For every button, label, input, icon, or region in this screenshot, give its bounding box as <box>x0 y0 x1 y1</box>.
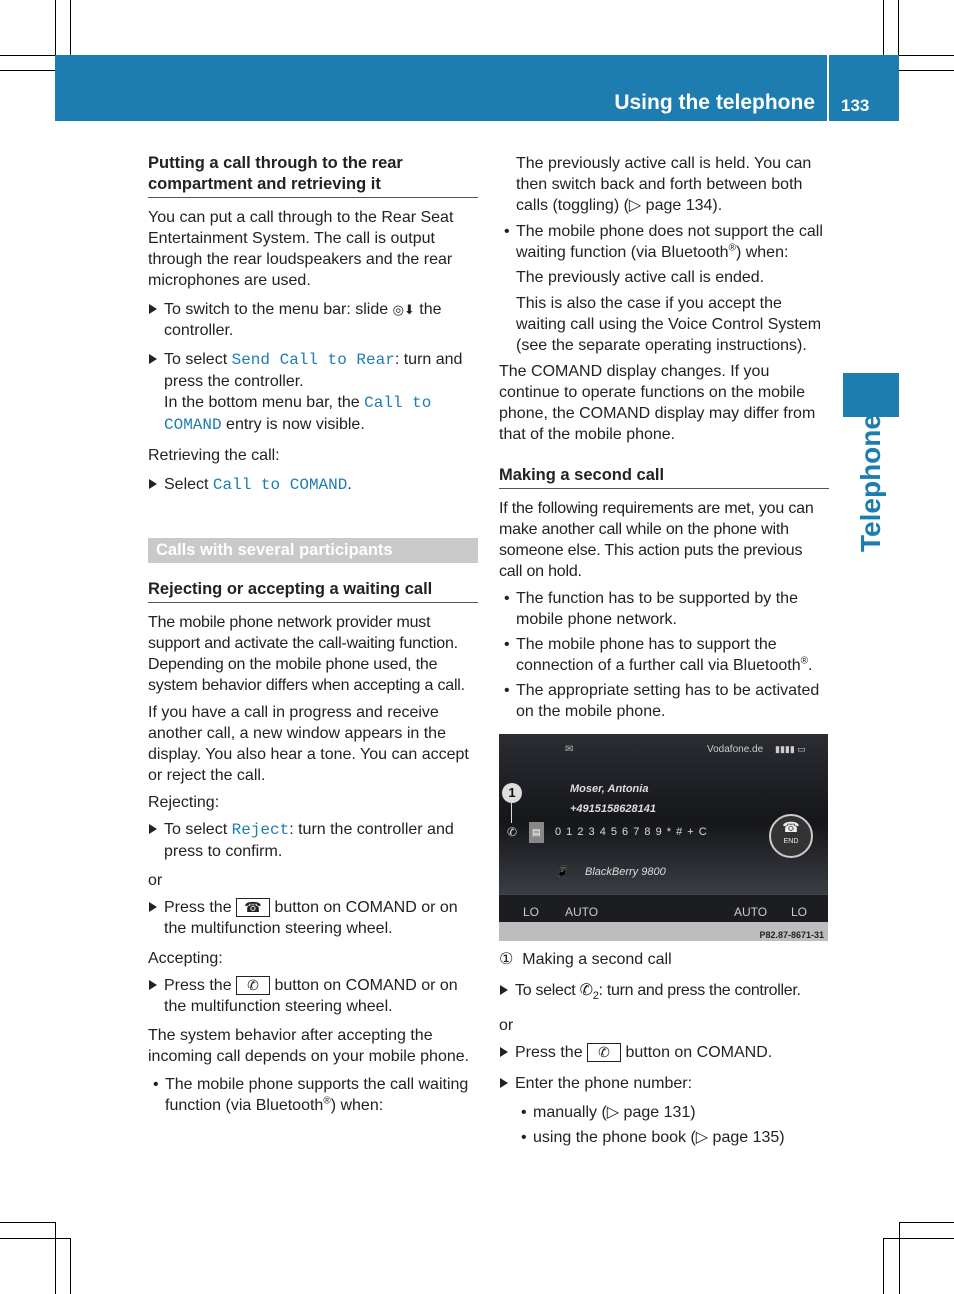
controller-slide-icon: ◎⬇ <box>392 302 415 317</box>
left-column <box>148 153 478 1120</box>
paragraph: or <box>499 1017 514 1035</box>
phone-number: +4915158628141 <box>570 803 656 815</box>
instruction-step <box>148 474 478 496</box>
crop-mark <box>0 55 55 56</box>
instruction-step <box>148 819 478 862</box>
header-title: Using the telephone <box>614 91 815 114</box>
paragraph: You can put a call through to the Rear Seat Entertainment System. The call is output through the rear loudspeakers and the rear microphones are used. <box>148 209 454 289</box>
bullet-text: The mobile phone supports the call waiting function (via Bluetooth <box>165 1076 469 1114</box>
accept-call-button-icon: ✆ <box>236 976 270 995</box>
message-icon: ✉ <box>565 744 574 755</box>
crop-mark <box>898 0 899 55</box>
step-text: button on COMAND. <box>621 1044 773 1062</box>
comand-display-image <box>499 734 828 941</box>
instruction-step <box>148 299 478 341</box>
step-text: : turn and press the controller. <box>598 982 801 999</box>
crop-mark <box>0 70 55 71</box>
side-tab-label: Telephone <box>855 414 886 552</box>
paragraph: If the following requirements are met, you can make another call while on the phone with someone else. This action puts the previous call on hold. <box>499 500 814 580</box>
step-text: Press the <box>164 899 237 916</box>
device-name: BlackBerry 9800 <box>585 866 666 878</box>
instruction-step <box>499 1042 829 1063</box>
page-number: 133 <box>841 96 870 115</box>
keypad-row[interactable]: 0 1 2 3 4 5 6 7 8 9 * # + C <box>555 826 708 838</box>
paragraph: or <box>148 872 163 889</box>
step-text: To select <box>164 821 232 838</box>
contact-name: Moser, Antonia <box>570 783 649 795</box>
climate-bar <box>499 894 828 923</box>
paragraph: The system behavior after accepting the incoming call depends on your mobile phone. <box>148 1027 470 1065</box>
end-call-button[interactable] <box>769 814 813 858</box>
bullet-item <box>499 221 829 263</box>
bullet-text: . <box>808 657 813 674</box>
end-call-button-icon: ☎ <box>236 898 270 917</box>
menu-item-call-to-comand: Call to COMAND <box>212 476 348 494</box>
second-call-icon[interactable]: ✆ <box>507 825 518 839</box>
crop-mark <box>899 55 954 56</box>
bullet-item <box>499 634 829 676</box>
second-call-icon: ✆ <box>579 982 593 999</box>
menu-item-send-call-to-rear: Send Call to Rear <box>231 351 395 369</box>
crop-mark <box>899 1222 900 1294</box>
end-call-icon: ☎ <box>782 819 800 835</box>
step-text: the controller. <box>164 301 442 339</box>
step-text: : turn the controller and press to confirm. <box>164 821 454 860</box>
step-text: Press the <box>515 1044 588 1062</box>
sub-bullet-item: • manually (▷ page 131) <box>499 1102 829 1123</box>
crop-mark <box>0 1238 70 1239</box>
registered-mark: ® <box>800 655 808 667</box>
subscript: 2 <box>592 990 599 1003</box>
paragraph: Retrieving the call: <box>148 447 280 464</box>
bullet-text: ) when: <box>735 244 789 261</box>
paragraph: Rejecting: <box>148 794 220 811</box>
instruction-step <box>148 349 478 436</box>
crop-mark <box>883 1238 884 1294</box>
step-text: Press the <box>164 977 237 994</box>
climate-item[interactable]: LO <box>523 905 540 919</box>
section-heading: Rejecting or accepting a waiting call <box>148 579 478 603</box>
right-column <box>499 153 829 1152</box>
climate-item[interactable]: AUTO <box>565 905 599 919</box>
registered-mark: ® <box>728 242 736 254</box>
step-text: Select <box>164 476 213 493</box>
crop-mark <box>55 1222 56 1294</box>
paragraph: The previously active call is ended. <box>516 269 765 286</box>
crop-mark <box>883 1238 954 1239</box>
callout-line <box>511 803 512 823</box>
figure-caption <box>499 949 829 970</box>
paragraph: Accepting: <box>148 950 223 967</box>
instruction-step: Enter the phone number: <box>499 1073 829 1094</box>
step-text: button on COMAND or on the multifunction steering wheel. <box>164 899 458 937</box>
crop-mark <box>55 0 56 55</box>
menu-item-call-to-comand: Call to COMAND <box>164 394 432 434</box>
accept-call-button-icon: ✆ <box>587 1043 621 1062</box>
crop-mark <box>899 70 954 71</box>
section-heading: Making a second call <box>499 465 829 489</box>
signal-icon: ▮▮▮▮ ▭ <box>775 744 806 754</box>
step-text: entry is now visible. <box>221 416 365 433</box>
bullet-text: The mobile phone does not support the call waiting function (via Bluetooth <box>516 223 823 261</box>
image-reference: P82.87-8671-31 <box>759 930 824 940</box>
instruction-step <box>148 897 478 939</box>
step-text: : turn and press the controller. <box>164 351 463 390</box>
callout-marker: 1 <box>502 783 522 803</box>
side-tab <box>843 373 899 417</box>
caption-text: Making a second call <box>522 951 672 968</box>
caption-number: ① <box>499 951 514 968</box>
bullet-item: • The appropriate setting has to be activated on the mobile phone. <box>499 680 829 722</box>
header-divider <box>827 55 829 121</box>
step-text: To select <box>164 351 232 368</box>
paragraph: If you have a call in progress and receive another call, a new window appears in the display. You also hear a tone. You can accept or reject the call. <box>148 704 469 784</box>
step-text: To switch to the menu bar: slide <box>164 301 393 318</box>
paragraph: This is also the case if you accept the waiting call using the Voice Control System (see the separate operating instructions). <box>516 295 822 354</box>
step-text: button on COMAND or on the multifunction steering wheel. <box>164 977 458 1015</box>
crop-mark <box>899 1222 954 1223</box>
step-text: . <box>347 476 352 493</box>
bullet-text: The mobile phone has to support the connection of a further call via Bluetooth <box>516 636 801 674</box>
paragraph: The previously active call is held. You can then switch back and forth between both calls (toggling) (▷ page 134). <box>516 155 812 214</box>
menu-item-reject: Reject <box>231 821 290 839</box>
paragraph: The COMAND display changes. If you continue to operate functions on the mobile phone, the COMAND display may differ from that of the mobile phone. <box>499 363 816 443</box>
contacts-icon[interactable]: ▤ <box>529 822 544 843</box>
sub-bullet-item: • using the phone book (▷ page 135) <box>499 1127 829 1148</box>
step-text: To select <box>515 982 580 999</box>
network-name: Vodafone.de <box>707 744 764 755</box>
end-call-label: END <box>783 838 799 845</box>
bullet-text: ) when: <box>330 1097 384 1114</box>
crop-mark <box>883 0 884 55</box>
climate-item[interactable]: AUTO <box>734 905 768 919</box>
page-header <box>55 55 899 121</box>
step-text: In the bottom menu bar, the <box>164 394 365 411</box>
bullet-item: • The function has to be supported by the mobile phone network. <box>499 588 829 630</box>
instruction-step <box>499 980 829 1007</box>
section-heading: Putting a call through to the rear compartment and retrieving it <box>148 153 478 198</box>
registered-mark: ® <box>323 1095 331 1107</box>
bullet-item <box>148 1074 478 1116</box>
crop-mark <box>70 1238 71 1294</box>
section-bar: Calls with several participants <box>148 538 478 563</box>
crop-mark <box>0 1222 55 1223</box>
paragraph: The mobile phone network provider must support and activate the call-waiting function. Depending on the mobile phone used, the system behavior differs when accepting a call. <box>148 614 465 694</box>
image-ref-bar <box>499 922 828 941</box>
phone-icon: 📱 <box>555 866 569 878</box>
crop-mark <box>70 0 71 55</box>
instruction-step <box>148 975 478 1017</box>
climate-item[interactable]: LO <box>791 905 808 919</box>
